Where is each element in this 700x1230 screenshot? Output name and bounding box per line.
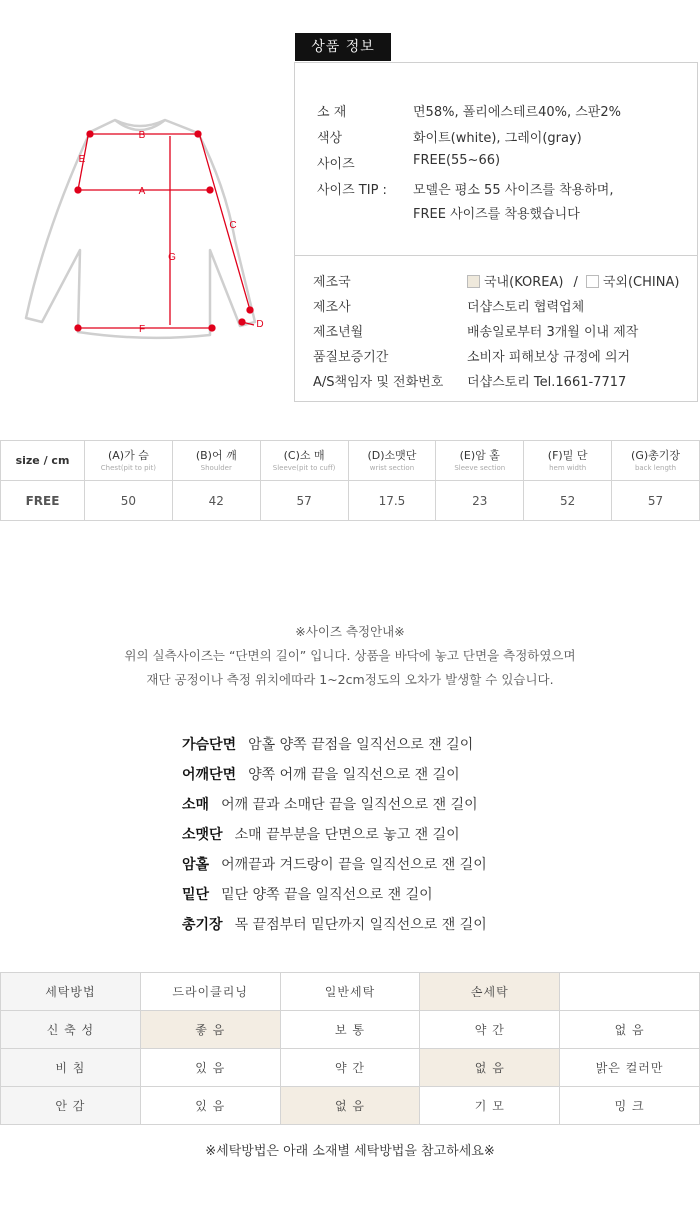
size-value: 57 [260, 481, 348, 521]
definition-term: 소맷단 [182, 827, 223, 843]
care-option: 있 음 [140, 1049, 280, 1087]
size-value: 23 [436, 481, 524, 521]
origin-label: A/S책임자 및 전화번호 [313, 375, 444, 390]
care-option: 좋 음 [140, 1011, 280, 1049]
origin-value [467, 271, 679, 290]
origin-value: 배송일로부터 3개월 이내 제작 [467, 325, 639, 340]
spec-value: 면58%, 폴리에스테르40%, 스판2% [413, 105, 621, 120]
definition-desc: 어깨끝과 겨드랑이 끝을 일직선으로 잰 길이 [221, 857, 487, 873]
definition-row [182, 880, 487, 910]
definition-desc: 암홀 양쪽 끝점을 일직선으로 잰 길이 [248, 737, 474, 753]
definition-desc: 어깨 끝과 소매단 끝을 일직선으로 잰 길이 [221, 797, 478, 813]
garment-measurement-diagram [20, 100, 280, 350]
measurement-lines [75, 131, 254, 331]
diagram-label-e: E [78, 154, 86, 165]
care-option [560, 973, 700, 1011]
definition-desc: 목 끝점부터 밑단까지 일직선으로 잰 길이 [234, 917, 487, 933]
notes-title: ※사이즈 측정안내※ [295, 624, 405, 639]
care-row [1, 1011, 700, 1049]
care-table [0, 972, 700, 1125]
diagram-label-f: F [138, 324, 146, 335]
country-domestic: 국내(KOREA) [484, 275, 564, 290]
care-row [1, 1087, 700, 1125]
definition-desc: 양쪽 어깨 끝을 일직선으로 잰 길이 [248, 767, 460, 783]
care-option: 없 음 [560, 1011, 700, 1049]
care-option: 보 통 [280, 1011, 420, 1049]
care-option: 약 간 [420, 1011, 560, 1049]
definition-term: 어깨단면 [182, 767, 237, 783]
care-row-label: 비 침 [1, 1049, 141, 1087]
diagram-label-a: A [138, 186, 146, 197]
definition-row [182, 910, 487, 940]
definition-row [182, 790, 487, 820]
size-value: 42 [172, 481, 260, 521]
diagram-label-d: D [256, 319, 264, 330]
diagram-label-g: G [168, 252, 176, 263]
spec-label: 색상 [317, 131, 343, 146]
size-value: 50 [85, 481, 173, 521]
notes-line: 재단 공정이나 측정 위치에따라 1~2cm정도의 오차가 발생할 수 있습니다. [146, 672, 554, 687]
origin-label: 제조년월 [313, 325, 364, 340]
care-option: 없 음 [280, 1087, 420, 1125]
definition-row [182, 760, 487, 790]
care-option: 일반세탁 [280, 973, 420, 1011]
definition-row [182, 730, 487, 760]
spec-value: FREE 사이즈를 착용했습니다 [413, 207, 580, 222]
size-table [0, 440, 700, 521]
checkbox-icon [467, 275, 480, 288]
care-option: 밝은 컬러만 [560, 1049, 700, 1087]
sweater-outline [26, 120, 255, 338]
definition-term: 총기장 [182, 917, 223, 933]
care-row [1, 973, 700, 1011]
measurement-definitions [182, 730, 487, 940]
size-notes [0, 620, 700, 692]
origin-value: 더샵스토리 Tel.1661-7717 [467, 375, 627, 390]
care-row [1, 1049, 700, 1087]
definition-desc: 소매 끝부분을 단면으로 놓고 잰 길이 [234, 827, 460, 843]
care-row-label: 안 감 [1, 1087, 141, 1125]
size-value: 57 [612, 481, 700, 521]
spec-value: 모델은 평소 55 사이즈를 착용하며, [413, 183, 614, 198]
country-foreign: 국외(CHINA) [602, 275, 680, 290]
definition-term: 소매 [182, 797, 210, 813]
definition-desc: 밑단 양쪽 끝을 일직선으로 잰 길이 [221, 887, 433, 903]
size-table-row [1, 481, 700, 521]
care-option: 드라이클리닝 [140, 973, 280, 1011]
origin-label: 제조사 [313, 300, 351, 315]
size-table-header [1, 441, 700, 481]
size-col-hem: (F)밑 단 hem width [524, 441, 612, 481]
care-option: 없 음 [420, 1049, 560, 1087]
size-col-length: (G)총기장 back length [612, 441, 700, 481]
origin-value: 소비자 피해보상 규정에 의거 [467, 350, 631, 365]
size-col-shoulder: (B)어 깨 Shoulder [172, 441, 260, 481]
product-info-tag: 상품 정보 [295, 33, 391, 61]
definition-term: 밑단 [182, 887, 210, 903]
diagram-label-b: B [138, 130, 146, 141]
origin-value: 더샵스토리 협력업체 [467, 300, 585, 315]
care-row-label: 세탁방법 [1, 973, 141, 1011]
country-separator: / [573, 275, 578, 290]
diagram-label-c: C [229, 220, 237, 231]
size-value: 52 [524, 481, 612, 521]
spec-label: 사이즈 [317, 157, 355, 172]
notes-line: 위의 실측사이즈는 “단면의 길이” 입니다. 상품을 바닥에 놓고 단면을 측정하였으며 [124, 648, 576, 663]
size-col-wrist: (D)소맷단 wrist section [348, 441, 436, 481]
checkbox-icon [586, 275, 599, 288]
care-note: ※세탁방법은 아래 소재별 세탁방법을 참고하세요※ [205, 1144, 495, 1159]
spec-label: 소 재 [317, 105, 347, 120]
spec-value: 화이트(white), 그레이(gray) [413, 131, 582, 146]
spec-label: 사이즈 TIP : [317, 183, 387, 198]
origin-label: 품질보증기간 [313, 350, 389, 365]
care-row-label: 신 축 성 [1, 1011, 141, 1049]
definition-term: 암홀 [182, 857, 210, 873]
product-info-box [294, 62, 698, 402]
size-value: 17.5 [348, 481, 436, 521]
care-option: 약 간 [280, 1049, 420, 1087]
definition-row [182, 820, 487, 850]
size-col-armhole: (E)암 홀 Sleeve section [436, 441, 524, 481]
info-divider [295, 255, 697, 256]
care-option: 손세탁 [420, 973, 560, 1011]
definition-row [182, 850, 487, 880]
size-col-sleeve: (C)소 매 Sleeve(pit to cuff) [260, 441, 348, 481]
care-option: 밍 크 [560, 1087, 700, 1125]
definition-term: 가슴단면 [182, 737, 237, 753]
care-option: 기 모 [420, 1087, 560, 1125]
size-header-label: size / cm [1, 441, 85, 481]
care-option: 있 음 [140, 1087, 280, 1125]
origin-label: 제조국 [313, 275, 351, 290]
size-col-chest: (A)가 슴 Chest(pit to pit) [85, 441, 173, 481]
size-row-label: FREE [1, 481, 85, 521]
spec-value: FREE(55~66) [413, 153, 501, 168]
